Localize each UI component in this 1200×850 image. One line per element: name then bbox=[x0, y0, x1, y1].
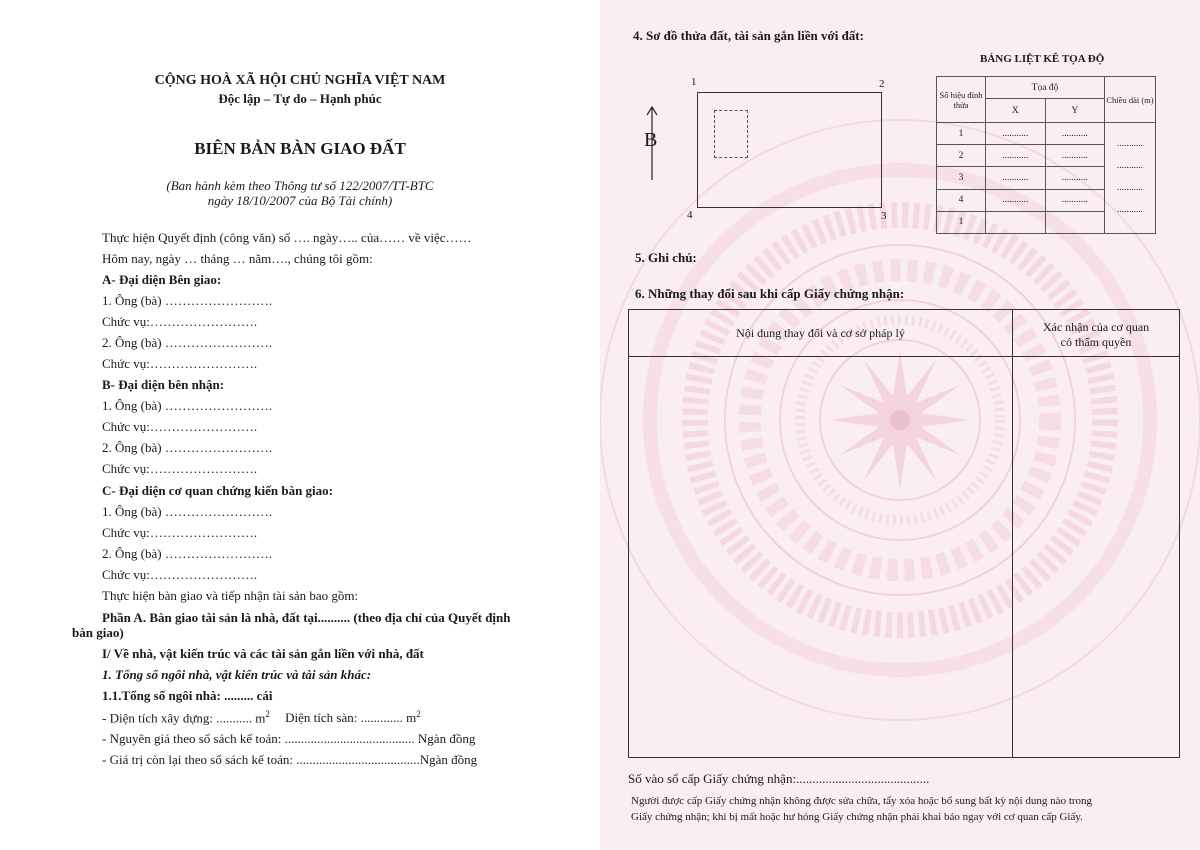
warning-note-2: Giấy chứng nhận; khi bị mất hoặc hư hỏng Giấy chứng nhận phải khai báo ngay với cơ quan cấp Giấy. bbox=[631, 811, 1083, 823]
point-header: Số hiệu đỉnh thửa bbox=[937, 77, 986, 123]
subtitle-line-2: ngày 18/10/2007 của Bộ Tài chính) bbox=[207, 193, 393, 208]
section-c-heading: C- Đại diện cơ quan chứng kiến bàn giao: bbox=[102, 483, 333, 498]
table-row: 2 ........... ........... bbox=[937, 145, 1156, 167]
part-a-line-2: bàn giao) bbox=[72, 625, 124, 640]
corner-label-4: 4 bbox=[687, 209, 693, 221]
length-values: ........... ........... ........... ........... bbox=[1105, 123, 1156, 234]
c2-name: 2. Ông (bà) ……………………. bbox=[102, 546, 273, 561]
build-area: - Diện tích xây dựng: ........... m bbox=[102, 710, 266, 726]
b2-position: Chức vụ:……………………. bbox=[102, 461, 258, 476]
x-header: X bbox=[986, 99, 1046, 123]
subtitle-line-1: (Ban hành kèm theo Thông tư số 122/2007/TT-BTC bbox=[166, 178, 434, 193]
corner-label-3: 3 bbox=[881, 210, 887, 222]
area-line: - Diện tích xây dựng: ........... $m^2$ Diện tích sàn: ............. $m^2$ bbox=[102, 709, 421, 726]
header-divider bbox=[629, 356, 1179, 357]
b2-name: 2. Ông (bà) ……………………. bbox=[102, 440, 273, 455]
remaining-value: - Giá trị còn lại theo sổ sách kế toán: ......................................Ngàn đồng bbox=[102, 752, 478, 767]
today-line: Hôm nay, ngày … tháng … năm…., chúng tôi gồm: bbox=[102, 251, 373, 266]
table-row: 1 ........... ........... ........... ........... ........... ........... bbox=[937, 123, 1156, 145]
changes-table bbox=[628, 309, 1180, 758]
section-1-heading: 1. Tổng số ngôi nhà, vật kiến trúc và tài sản khác: bbox=[102, 667, 372, 682]
column-divider bbox=[1012, 310, 1013, 757]
table-row: 4 ........... ........... bbox=[937, 189, 1156, 211]
original-value: - Nguyên giá theo sổ sách kế toán: ........................................ Ngàn đồng bbox=[102, 731, 476, 746]
changes-content-header: Nội dung thay đổi và cơ sở pháp lý bbox=[736, 326, 905, 340]
section-6-heading: 6. Những thay đổi sau khi cấp Giấy chứng nhận: bbox=[635, 286, 905, 301]
coord-header: Tọa độ bbox=[986, 77, 1105, 99]
y-header: Y bbox=[1045, 99, 1105, 123]
table-row: 3 ........... ........... bbox=[937, 167, 1156, 189]
c1-position: Chức vụ:……………………. bbox=[102, 525, 258, 540]
building-footprint bbox=[714, 110, 748, 158]
section-b-heading: B- Đại diện bên nhận: bbox=[102, 377, 225, 392]
corner-label-1: 1 bbox=[691, 76, 697, 88]
section-4-heading: 4. Sơ đồ thửa đất, tài sản gắn liền với đất: bbox=[633, 28, 864, 43]
section-a-heading: A- Đại diện Bên giao: bbox=[102, 272, 222, 287]
section-i-heading: I/ Về nhà, vật kiến trúc và các tài sản gắn liền với nhà, đất bbox=[102, 646, 424, 661]
part-a-line-1: Phần A. Bàn giao tài sản là nhà, đất tại.......... (theo địa chỉ của Quyết định bbox=[102, 610, 511, 625]
coord-table-title: BẢNG LIỆT KÊ TỌA ĐỘ bbox=[980, 53, 1105, 65]
section-1-1-heading: 1.1.Tổng số ngôi nhà: ......... cái bbox=[102, 688, 273, 703]
corner-label-2: 2 bbox=[879, 78, 885, 90]
coordinate-table bbox=[936, 76, 1156, 234]
warning-note-1: Người được cấp Giấy chứng nhận không được sửa chữa, tẩy xóa hoặc bổ sung bất kỳ nội dung nào trong bbox=[631, 795, 1093, 807]
b1-name: 1. Ông (bà) ……………………. bbox=[102, 398, 273, 413]
c1-name: 1. Ông (bà) ……………………. bbox=[102, 504, 273, 519]
section-5-heading: 5. Ghi chú: bbox=[635, 250, 697, 265]
a2-position: Chức vụ:……………………. bbox=[102, 356, 258, 371]
length-header: Chiều dài (m) bbox=[1105, 77, 1156, 123]
c2-position: Chức vụ:……………………. bbox=[102, 567, 258, 582]
b1-position: Chức vụ:……………………. bbox=[102, 419, 258, 434]
register-number: Số vào sổ cấp Giấy chứng nhận:......................................... bbox=[628, 771, 930, 786]
handover-intro: Thực hiện bàn giao và tiếp nhận tài sản bao gồm: bbox=[102, 588, 359, 603]
republic-heading: CỘNG HOÀ XÃ HỘI CHỦ NGHĨA VIỆT NAM bbox=[154, 73, 446, 88]
north-label: B bbox=[644, 129, 658, 151]
a2-name: 2. Ông (bà) ……………………. bbox=[102, 335, 273, 350]
approval-header-line-1: Xác nhận của cơ quan bbox=[1042, 320, 1150, 334]
a1-name: 1. Ông (bà) ……………………. bbox=[102, 293, 273, 308]
a1-position: Chức vụ:……………………. bbox=[102, 314, 258, 329]
approval-header-line-2: có thẩm quyền bbox=[1060, 335, 1132, 349]
table-row: 1 bbox=[937, 211, 1156, 233]
decision-line: Thực hiện Quyết định (công văn) số …. ngày….. của…… về việc…… bbox=[102, 230, 472, 245]
motto: Độc lập – Tự do – Hạnh phúc bbox=[218, 91, 382, 106]
floor-area: Diện tích sàn: ............. m bbox=[285, 710, 417, 726]
document-title: BIÊN BẢN BÀN GIAO ĐẤT bbox=[194, 139, 406, 158]
